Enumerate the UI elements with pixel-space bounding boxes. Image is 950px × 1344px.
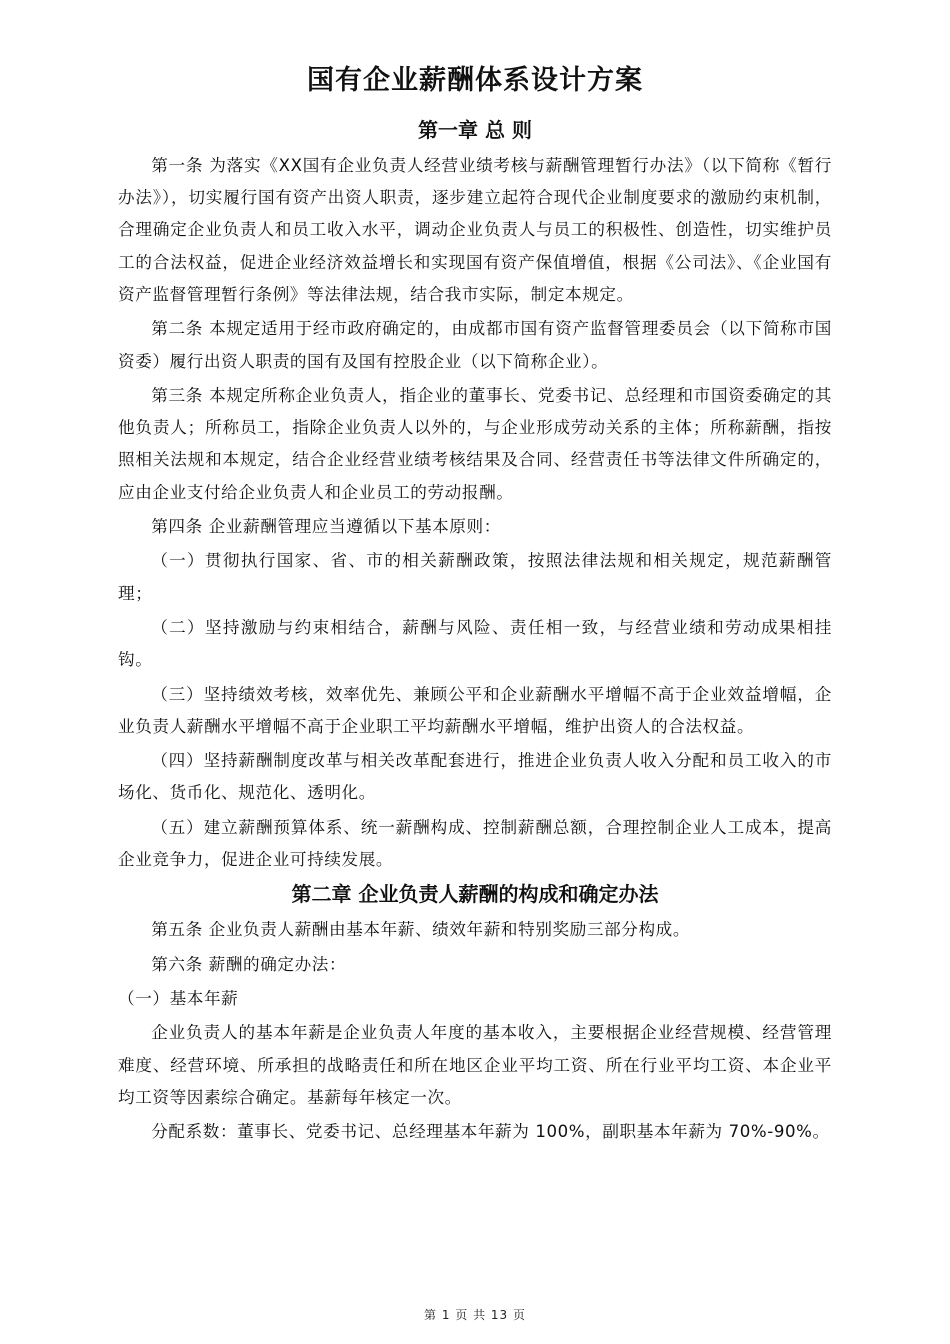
article-1: 第一条 为落实《XX国有企业负责人经营业绩考核与薪酬管理暂行办法》（以下简称《暂行办法》），切实履行国有资产出资人职责，逐步建立起符合现代企业制度要求的激励约束机制，合理确定企业负责人和员工收入水平，调动企业负责人与员工的积极性、创造性，切实维护员工的合法权益，促进企业经济效益增长和实现国有资产保值增值，根据《公司法》、《企业国有资产监督管理暂行条例》等法律法规，结合我市实际，制定本规定。: [118, 155, 832, 304]
article-2: 第二条 本规定适用于经市政府确定的，由成都市国有资产监督管理委员会（以下简称市国资委）履行出资人职责的国有及国有控股企业（以下简称企业）。: [118, 319, 832, 371]
chapter-2-heading: 第二章 企业负责人薪酬的构成和确定办法: [291, 882, 659, 907]
principle-5: （五）建立薪酬预算体系、统一薪酬构成、控制薪酬总额，合理控制企业人工成本，提高企业竞争力，促进企业可持续发展。: [118, 817, 832, 870]
principle-1: （一）贯彻执行国家、省、市的相关薪酬政策，按照法律法规和相关规定，规范薪酬管理；: [118, 551, 832, 603]
article-6: 第六条 薪酬的确定办法：: [151, 954, 347, 974]
principle-4: （四）坚持薪酬制度改革与相关改革配套进行，推进企业负责人收入分配和员工收入的市场化、货币化、规范化、透明化。: [118, 751, 832, 803]
coefficient-paragraph: 分配系数：董事长、党委书记、总经理基本年薪为 100%，副职基本年薪为 70%-90%。: [151, 1122, 830, 1142]
document-page: [118, 62, 832, 1150]
subhead-basic-salary: （一）基本年薪: [118, 988, 239, 1008]
article-4: 第四条 企业薪酬管理应当遵循以下基本原则：: [151, 517, 501, 537]
document-title: 国有企业薪酬体系设计方案: [307, 65, 643, 96]
article-3: 第三条 本规定所称企业负责人，指企业的董事长、党委书记、总经理和市国资委确定的其他负责人；所称员工，指除企业负责人以外的，与企业形成劳动关系的主体；所称薪酬，指按照相关法规和本规定，结合企业经营业绩考核结果及合同、经营责任书等法律文件所确定的，应由企业支付给企业负责人和企业员工的劳动报酬。: [118, 385, 832, 502]
chapter-1-heading: 第一章 总 则: [418, 117, 532, 142]
article-5: 第五条 企业负责人薪酬由基本年薪、绩效年薪和特别奖励三部分构成。: [151, 920, 691, 940]
principle-2: （二）坚持激励与约束相结合，薪酬与风险、责任相一致，与经营业绩和劳动成果相挂钩。: [118, 617, 832, 670]
basic-salary-paragraph: 企业负责人的基本年薪是企业负责人年度的基本收入，主要根据企业经营规模、经营管理难度、经营环境、所承担的战略责任和所在地区企业平均工资、所在行业平均工资、本企业平均工资等因素综合确定。基薪每年核定一次。: [118, 1023, 832, 1107]
principle-3: （三）坚持绩效考核，效率优先、兼顾公平和企业薪酬水平增幅不高于企业效益增幅，企业负责人薪酬水平增幅不高于企业职工平均薪酬水平增幅，维护出资人的合法权益。: [118, 684, 832, 736]
page-footer: 第 1 页 共 13 页: [424, 1308, 526, 1322]
